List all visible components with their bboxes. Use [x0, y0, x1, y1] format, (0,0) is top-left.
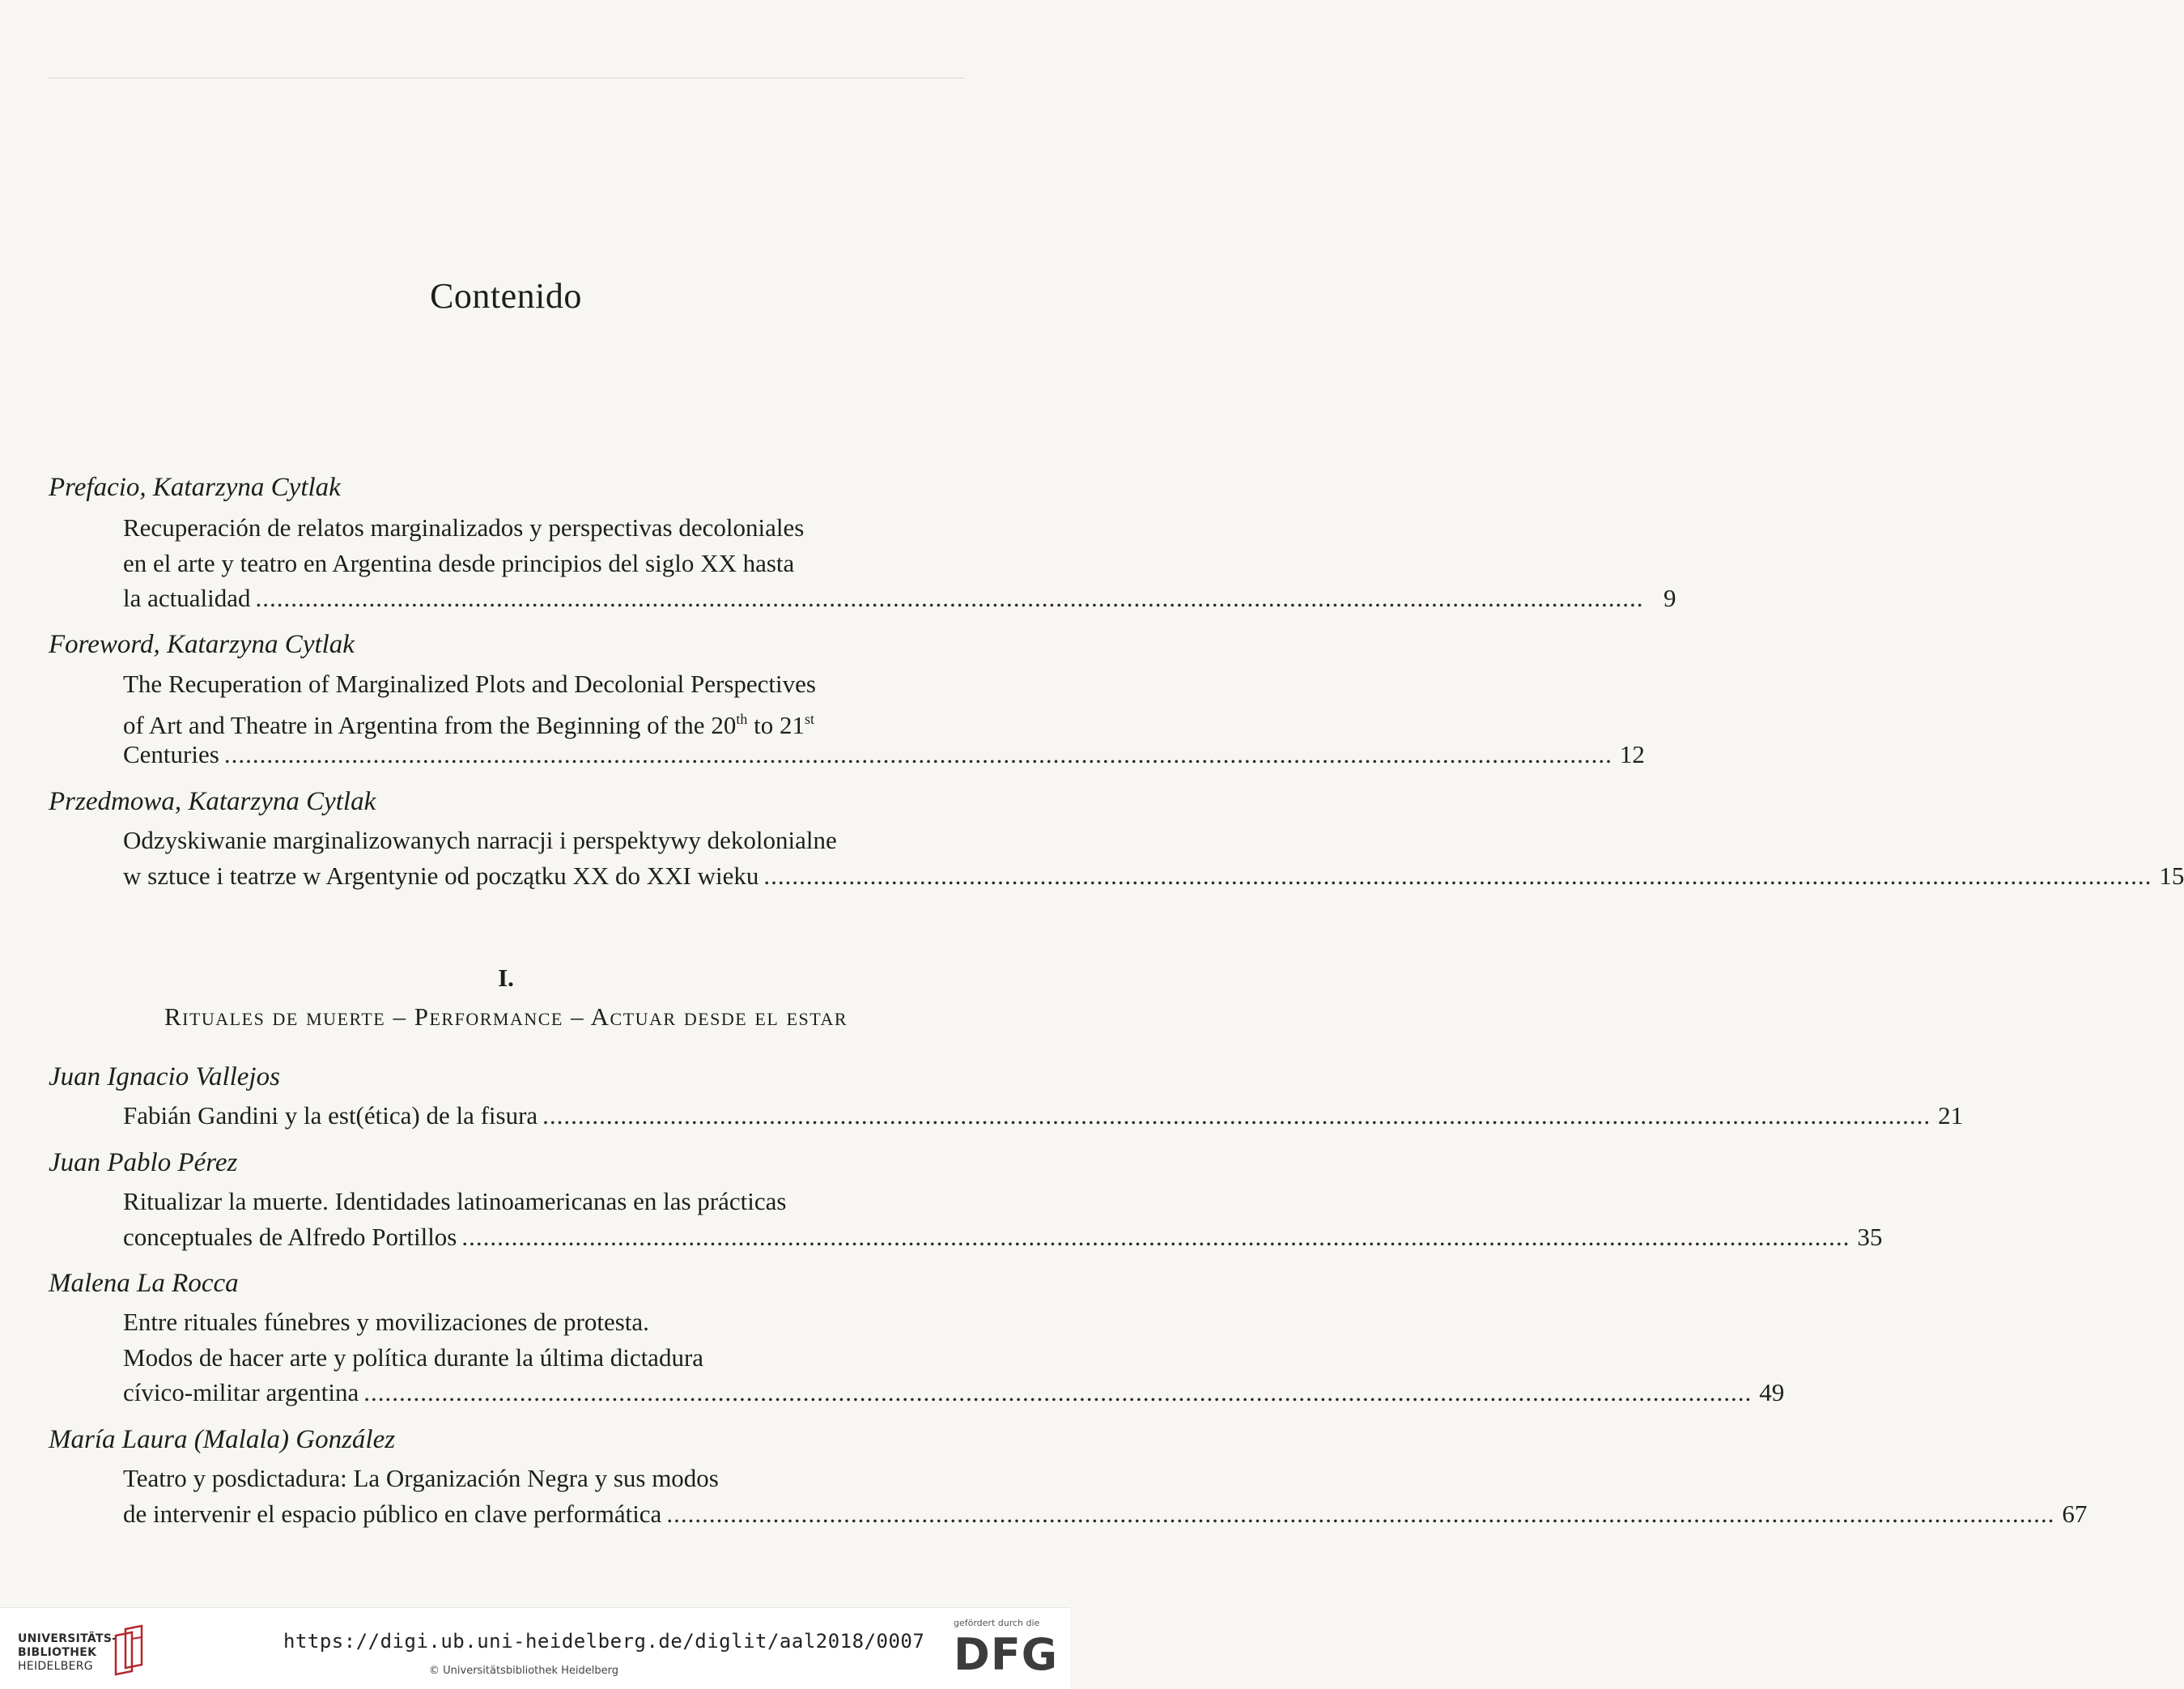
- page-number: 49: [1759, 1378, 1785, 1406]
- toc-entry-line: cívico-militar argentina: [123, 1378, 359, 1406]
- digitization-footer: [0, 1607, 1070, 1689]
- toc-author: Przedmowa, Katarzyna Cytlak: [49, 787, 376, 816]
- toc-entry[interactable]: [123, 1304, 1785, 1410]
- leader-dots: ....................................................................................................................................................................................................: [461, 1222, 1850, 1251]
- toc-author: María Laura (Malala) González: [49, 1425, 396, 1454]
- toc-entry-line: Teatro y posdictadura: La Organización Negra y sus modos: [123, 1464, 719, 1492]
- leader-dots: ....................................................................................................................................................................................................: [223, 740, 1613, 768]
- toc-entry-line: The Recuperation of Marginalized Plots and Decolonial Perspectives: [123, 670, 816, 698]
- page-number: 15: [2159, 861, 2184, 890]
- leader-dots: ....................................................................................................................................................................................................: [763, 861, 2152, 890]
- library-name-line: BIBLIOTHEK: [18, 1646, 97, 1659]
- page-number: 21: [1938, 1101, 1964, 1130]
- toc-entry-line: Modos de hacer arte y política durante la última dictadura: [123, 1342, 704, 1372]
- toc-entry-line: of Art and Theatre in Argentina from the Beginning of the 20th to 21st: [123, 710, 814, 739]
- toc-entry-line: conceptuales de Alfredo Portillos: [123, 1222, 457, 1251]
- toc-entry[interactable]: [123, 1184, 1883, 1254]
- toc-entry-line: Fabián Gandini y la est(ética) de la fisura: [123, 1101, 538, 1130]
- funder-note: gefördert durch die: [954, 1618, 1040, 1628]
- page-number: 35: [1857, 1222, 1883, 1251]
- leader-dots: ....................................................................................................................................................................................................: [542, 1101, 1931, 1130]
- toc-author: Juan Ignacio Vallejos: [49, 1062, 280, 1091]
- page-number: 67: [2062, 1499, 2088, 1528]
- toc-entry-line: Entre rituales fúnebres y movilizaciones de protesta.: [123, 1308, 649, 1336]
- toc-entry-line: w sztuce i teatrze w Argentynie od początku XX do XXI wieku: [123, 861, 759, 890]
- toc-entry-line: Recuperación de relatos marginalizados y perspectivas decoloniales: [123, 513, 805, 542]
- library-logo-icon: [109, 1624, 147, 1676]
- toc-entry-line: Odzyskiwanie marginalizowanych narracji i perspektywy dekolonialne: [123, 826, 837, 854]
- library-name-line: UNIVERSITÄTS-: [18, 1632, 117, 1645]
- toc-entry-line: la actualidad: [123, 584, 251, 612]
- toc-entry[interactable]: [123, 823, 2184, 893]
- dfg-logo: DFG: [954, 1629, 1059, 1680]
- permalink-url[interactable]: https://digi.ub.uni-heidelberg.de/diglit/aal2018/0007: [283, 1630, 925, 1653]
- leader-dots: ....................................................................................................................................................................................................: [666, 1499, 2055, 1528]
- page-number: 12: [1619, 740, 1645, 768]
- section-number: I.: [498, 964, 514, 992]
- section-title: Rituales de muerte – Performance – Actuar desde el estar: [164, 1002, 848, 1031]
- toc-entry[interactable]: [123, 510, 1676, 616]
- page-title: Contenido: [430, 276, 582, 316]
- copyright-notice: © Universitätsbibliothek Heidelberg: [429, 1665, 619, 1677]
- toc-author: Malena La Rocca: [49, 1269, 239, 1298]
- library-name-line: HEIDELBERG: [18, 1660, 93, 1673]
- toc-entry-line: en el arte y teatro en Argentina desde principios del siglo XX hasta: [123, 548, 795, 577]
- toc-entry[interactable]: [123, 666, 1645, 772]
- toc-entry-line: de intervenir el espacio público en clave performática: [123, 1499, 662, 1528]
- leader-dots: ....................................................................................................................................................................................................: [255, 584, 1644, 612]
- toc-author: Prefacio, Katarzyna Cytlak: [49, 473, 341, 502]
- toc-author: Juan Pablo Pérez: [49, 1148, 238, 1177]
- library-name: [18, 1632, 117, 1674]
- toc-entry[interactable]: [123, 1461, 2088, 1531]
- leader-dots: ....................................................................................................................................................................................................: [363, 1378, 1753, 1406]
- page-number: 9: [1663, 584, 1676, 612]
- show-through-rule: [49, 78, 965, 79]
- toc-author: Foreword, Katarzyna Cytlak: [49, 630, 355, 659]
- toc-entry-line: Centuries: [123, 740, 219, 768]
- toc-entry[interactable]: [123, 1098, 1964, 1134]
- toc-entry-line: Ritualizar la muerte. Identidades latinoamericanas en las prácticas: [123, 1187, 787, 1215]
